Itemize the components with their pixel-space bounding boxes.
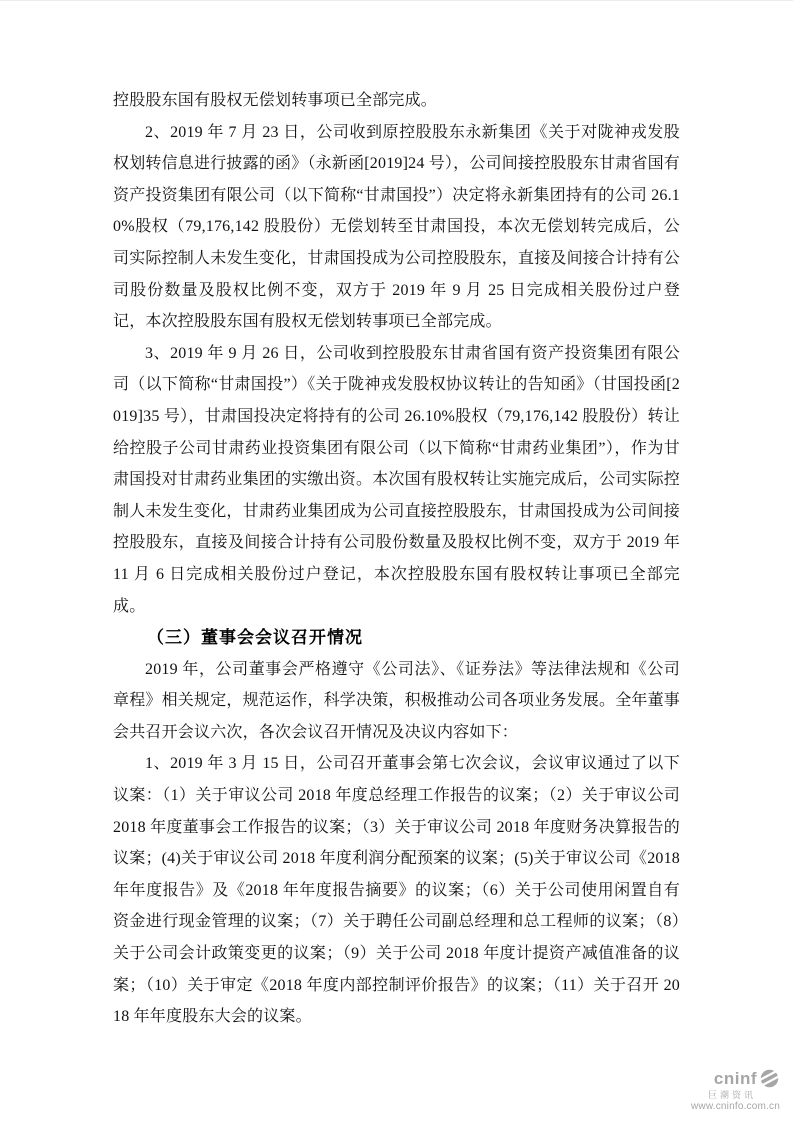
cninfo-brand-chinese: 巨潮资讯: [707, 1090, 756, 1100]
cninfo-logo-row: [691, 1068, 780, 1089]
paragraph-board-meeting-1: 1、2019 年 3 月 15 日，公司召开董事会第七次会议，会议审议通过了以下议案：（1）关于审议公司 2018 年度总经理工作报告的议案；（2）关于审议公司 2018 年度董事会工作报告的议案；（3）关于审议公司 2018 年度财务决算报告的议案；(4)关于审议公司 2018 年度利润分配预案的议案；(5)关于审议公司《2018 年年度报告》及《2018 年年度报告摘要》的议案；（6）关于公司使用闲置自有资金进行现金管理的议案；（7）关于聘任公司副总经理和总工程师的议案；（8）关于公司会计政策变更的议案；（9）关于公司 2018 年度计提资产减值准备的议案；（10）关于审定《2018 年度内部控制评价报告》的议案；（11）关于召开 2018 年年度股东大会的议案。: [113, 755, 680, 1026]
document-body: [113, 85, 680, 1033]
cninfo-brand-text: cninf: [713, 1069, 757, 1088]
cninfo-website-text: www.cninfo.com.cn: [691, 1101, 780, 1112]
cninfo-swirl-icon: [759, 1068, 780, 1089]
paragraph-transfer-complete: 控股股东国有股权无偿划转事项已全部完成。: [113, 92, 438, 109]
paragraph-item-2-yongxin-transfer: 2、2019 年 7 月 23 日，公司收到原控股股东永新集团《关于对陇神戎发股权划转信息进行披露的函》（永新函[2019]24 号），公司间接控股股东甘肃省国有资产投资集团有限公司（以下简称“甘肃国投”）决定将永新集团持有的公司 26.10%股权（79,176,142 股股份）无偿划转至甘肃国投，本次无偿划转完成后，公司实际控制人未发生变化，甘肃国投成为公司控股股东，直接及间接合计持有公司股份数量及股权比例不变，双方于 2019 年 9 月 25 日完成相关股份过户登记，本次控股股东国有股权无偿划转事项已全部完成。: [113, 123, 681, 331]
paragraph-item-3-gansu-transfer: 3、2019 年 9 月 26 日，公司收到控股股东甘肃省国有资产投资集团有限公司（以下简称“甘肃国投”）《关于陇神戎发股权协议转让的告知函》（甘国投函[2019]35 号），甘肃国投决定将持有的公司 26.10%股权（79,176,142 股股份）转让给控股子公司甘肃药业投资集团有限公司（以下简称“甘肃药业集团”），作为甘肃国投对甘肃药业集团的实缴出资。本次国有股权转让实施完成后，公司实际控制人未发生变化，甘肃药业集团成为公司直接控股股东，甘肃国投成为公司间接控股股东，直接及间接合计持有公司股份数量及股权比例不变，双方于 2019 年 11 月 6 日完成相关股份过户登记，本次控股股东国有股权转让事项已全部完成。: [113, 344, 681, 615]
cninfo-logo: [691, 1068, 780, 1112]
section-heading-board-meetings: （三）董事会会议召开情况: [147, 628, 363, 648]
paragraph-board-overview: 2019 年，公司董事会严格遵守《公司法》、《证券法》等法律法规和《公司章程》相关规定，规范运作，科学决策，积极推动公司各项业务发展。全年董事会共召开会议六次，各次会议召开情况及决议内容如下：: [113, 660, 681, 741]
